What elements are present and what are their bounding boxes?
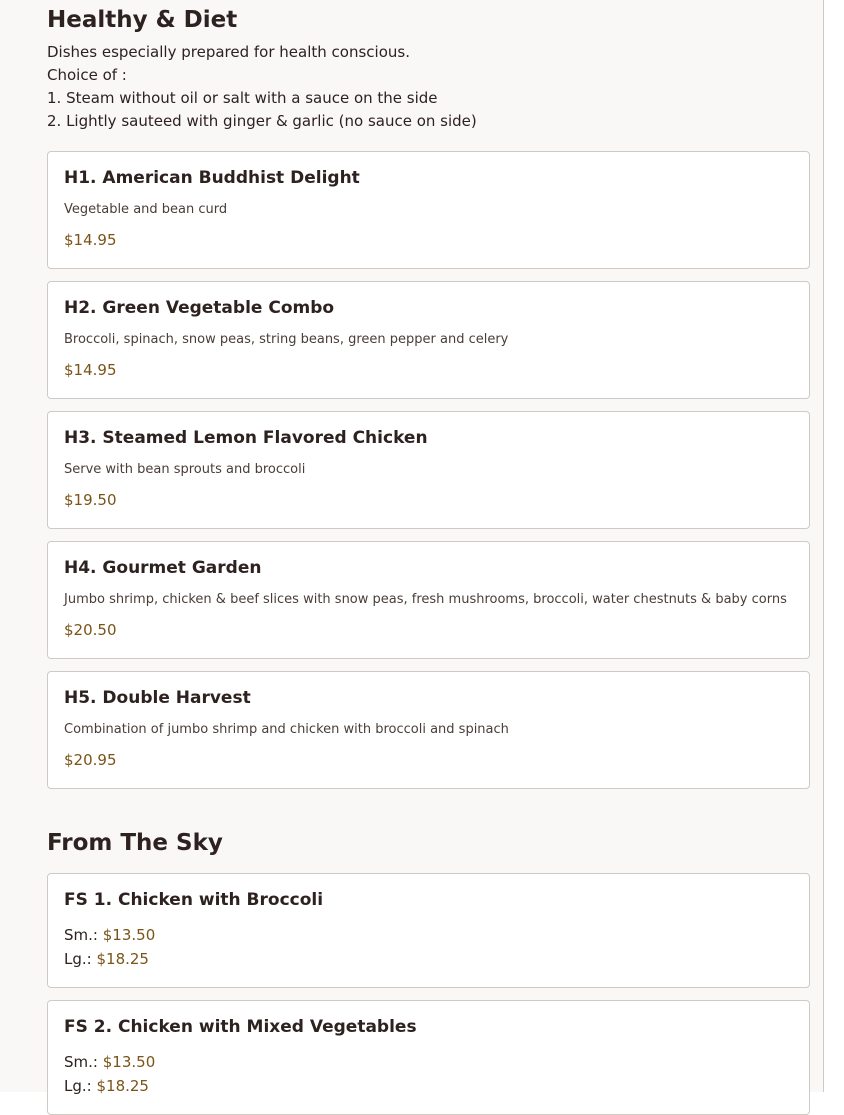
large-size-row <box>64 1075 149 1097</box>
item-name: FS 1. Chicken with Broccoli <box>64 890 324 910</box>
item-description: Vegetable and bean curd <box>64 202 228 217</box>
menu-item-card-h3[interactable] <box>47 411 810 529</box>
description-line: 2. Lightly sauteed with ginger & garlic (no sauce on side) <box>47 112 477 130</box>
item-price: $14.95 <box>64 231 117 249</box>
section-title: From The Sky <box>47 830 223 856</box>
item-name: H2. Green Vegetable Combo <box>64 298 335 318</box>
item-name: H4. Gourmet Garden <box>64 558 262 578</box>
menu-item-card-h2[interactable] <box>47 281 810 399</box>
size-label: Sm.: <box>64 1053 98 1071</box>
item-price: $18.25 <box>96 950 149 968</box>
small-size-row <box>64 1051 155 1073</box>
small-size-row <box>64 924 155 946</box>
menu-item-card-h5[interactable] <box>47 671 810 789</box>
size-label: Lg.: <box>64 1077 92 1095</box>
item-price: $19.50 <box>64 491 117 509</box>
item-price: $20.95 <box>64 751 117 769</box>
section-title: Healthy & Diet <box>47 7 238 33</box>
item-name: H5. Double Harvest <box>64 688 251 708</box>
item-name: H3. Steamed Lemon Flavored Chicken <box>64 428 428 448</box>
item-price: $13.50 <box>102 926 156 944</box>
menu-item-card-fs2[interactable] <box>47 1000 810 1115</box>
item-price: $13.50 <box>102 1053 156 1071</box>
item-description: Serve with bean sprouts and broccoli <box>64 462 306 477</box>
description-line: 1. Steam without oil or salt with a sauce on the side <box>47 89 438 107</box>
item-price: $18.25 <box>96 1077 149 1095</box>
section-healthy-diet <box>47 5 812 133</box>
item-name: H1. American Buddhist Delight <box>64 168 360 188</box>
description-line: Dishes especially prepared for health conscious. <box>47 43 410 61</box>
menu-item-card-h4[interactable] <box>47 541 810 659</box>
description-line: Choice of : <box>47 66 127 84</box>
size-label: Lg.: <box>64 950 92 968</box>
item-description: Combination of jumbo shrimp and chicken with broccoli and spinach <box>64 722 509 737</box>
size-label: Sm.: <box>64 926 98 944</box>
item-name: FS 2. Chicken with Mixed Vegetables <box>64 1017 417 1037</box>
section-from-the-sky <box>47 828 812 858</box>
menu-item-card-h1[interactable] <box>47 151 810 269</box>
large-size-row <box>64 948 149 970</box>
item-description: Jumbo shrimp, chicken & beef slices with snow peas, fresh mushrooms, broccoli, water chestnuts & baby corns <box>64 592 787 607</box>
section-description <box>47 41 812 133</box>
item-description: Broccoli, spinach, snow peas, string beans, green pepper and celery <box>64 332 509 347</box>
item-price: $14.95 <box>64 361 117 379</box>
menu-item-card-fs1[interactable] <box>47 873 810 988</box>
item-price: $20.50 <box>64 621 117 639</box>
